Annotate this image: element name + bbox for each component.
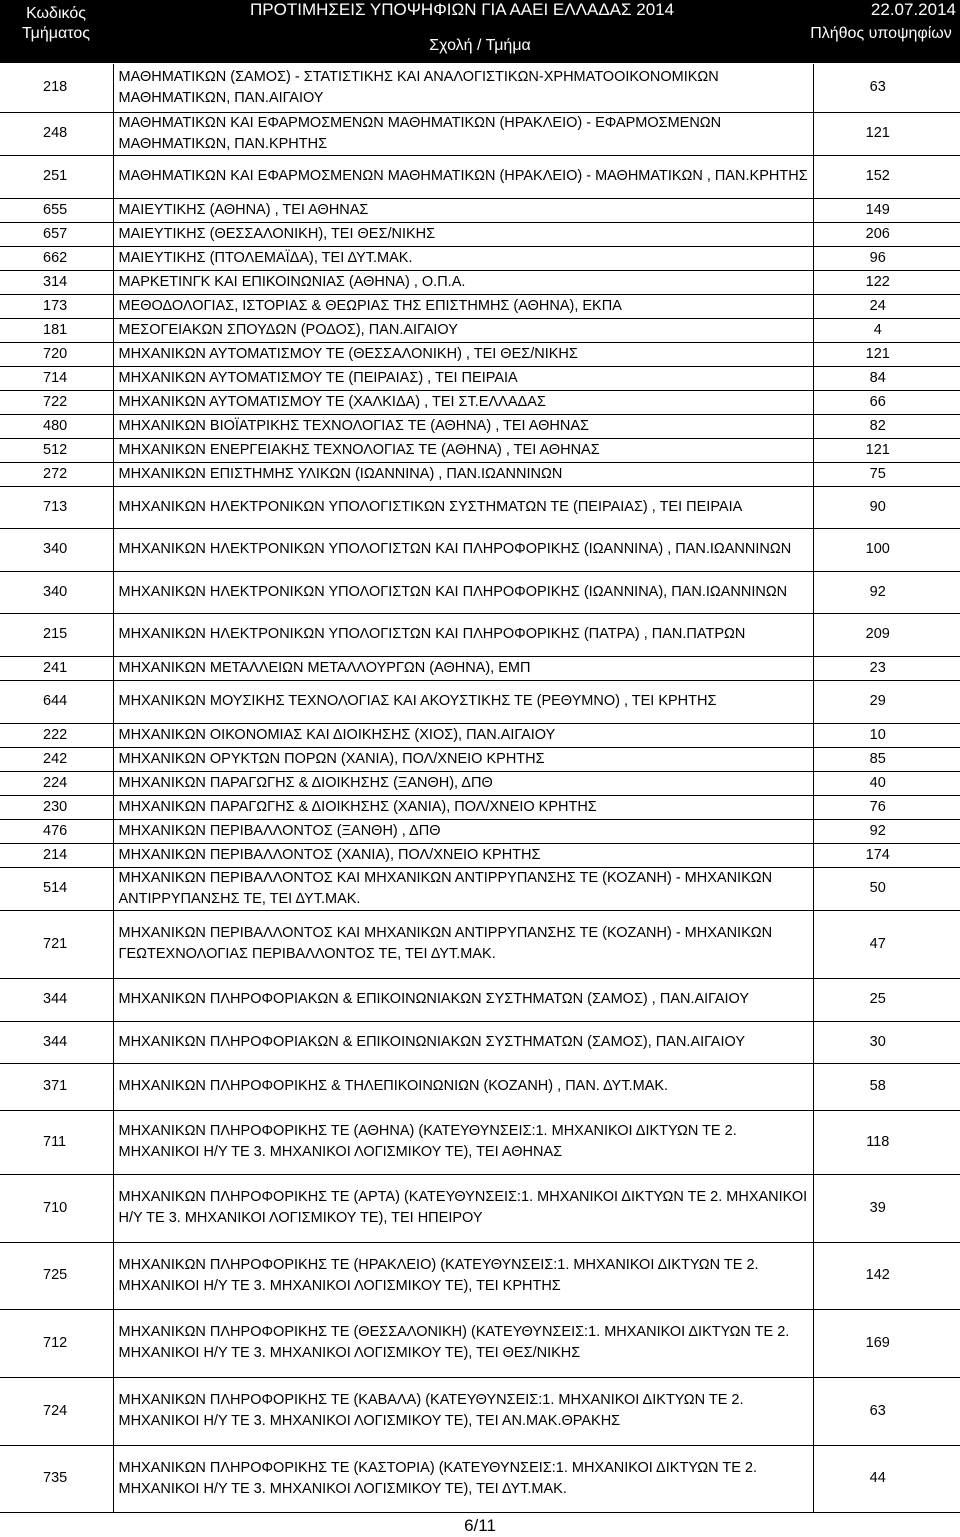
row-count: 50 (813, 867, 960, 910)
table-row (0, 366, 960, 390)
row-count: 174 (813, 843, 960, 867)
row-department: ΜΗΧΑΝΙΚΩΝ ΑΥΤΟΜΑΤΙΣΜΟΥ ΤΕ (ΠΕΙΡΑΙΑΣ) , ΤΕΙ ΠΕΙΡΑΙΑ (113, 366, 813, 390)
row-code: 712 (0, 1309, 113, 1377)
row-department: ΜΗΧΑΝΙΚΩΝ ΠΕΡΙΒΑΛΛΟΝΤΟΣ ΚΑΙ ΜΗΧΑΝΙΚΩΝ ΑΝΤΙΡΡΥΠΑΝΣΗΣ ΤΕ (ΚΟΖΑΝΗ) - ΜΗΧΑΝΙΚΩΝ ΑΝΤΙΡΡΥΠΑΝΣΗΣ ΤΕ, ΤΕΙ ΔΥΤ.ΜΑΚ. (113, 867, 813, 910)
row-department: ΜΑΘΗΜΑΤΙΚΩΝ ΚΑΙ ΕΦΑΡΜΟΣΜΕΝΩΝ ΜΑΘΗΜΑΤΙΚΩΝ (ΗΡΑΚΛΕΙΟ) - ΕΦΑΡΜΟΣΜΕΝΩΝ ΜΑΘΗΜΑΤΙΚΩΝ, ΠΑΝ.ΚΡΗΤΗΣ (113, 112, 813, 155)
row-department: ΜΗΧΑΝΙΚΩΝ ΗΛΕΚΤΡΟΝΙΚΩΝ ΥΠΟΛΟΓΙΣΤΩΝ ΚΑΙ ΠΛΗΡΟΦΟΡΙΚΗΣ (ΠΑΤΡΑ) , ΠΑΝ.ΠΑΤΡΩΝ (113, 613, 813, 656)
row-department: ΜΗΧΑΝΙΚΩΝ ΠΛΗΡΟΦΟΡΙΚΗΣ ΤΕ (ΚΑΣΤΟΡΙΑ) (ΚΑΤΕΥΘΥΝΣΕΙΣ:1. ΜΗΧΑΝΙΚΟΙ ΔΙΚΤΥΩΝ ΤΕ 2. ΜΗΧΑΝΙΚΟΙ Η/Υ ΤΕ 3. ΜΗΧΑΝΙΚΟΙ ΛΟΓΙΣΜΙΚΟΥ ΤΕ), ΤΕΙ ΔΥΤ.ΜΑΚ. (113, 1445, 813, 1512)
row-code: 721 (0, 910, 113, 978)
row-code: 655 (0, 198, 113, 222)
row-department: ΜΗΧΑΝΙΚΩΝ ΠΛΗΡΟΦΟΡΙΚΗΣ & ΤΗΛΕΠΙΚΟΙΝΩΝΙΩΝ (ΚΟΖΑΝΗ) , ΠΑΝ. ΔΥΤ.ΜΑΚ. (113, 1063, 813, 1110)
row-code: 710 (0, 1174, 113, 1242)
row-count: 10 (813, 723, 960, 747)
table-row (0, 910, 960, 978)
row-code: 242 (0, 747, 113, 771)
table-row (0, 198, 960, 222)
row-code: 314 (0, 270, 113, 294)
row-count: 44 (813, 1445, 960, 1512)
table-row (0, 723, 960, 747)
row-department: ΜΕΘΟΔΟΛΟΓΙΑΣ, ΙΣΤΟΡΙΑΣ & ΘΕΩΡΙΑΣ ΤΗΣ ΕΠΙΣΤΗΜΗΣ (ΑΘΗΝΑ), ΕΚΠΑ (113, 294, 813, 318)
preferences-table (0, 64, 960, 1513)
table-row (0, 795, 960, 819)
row-department: ΜΗΧΑΝΙΚΩΝ ΠΛΗΡΟΦΟΡΙΚΗΣ ΤΕ (ΑΘΗΝΑ) (ΚΑΤΕΥΘΥΝΣΕΙΣ:1. ΜΗΧΑΝΙΚΟΙ ΔΙΚΤΥΩΝ ΤΕ 2. ΜΗΧΑΝΙΚΟΙ Η/Υ ΤΕ 3. ΜΗΧΑΝΙΚΟΙ ΛΟΓΙΣΜΙΚΟΥ ΤΕ), ΤΕΙ ΑΘΗΝΑΣ (113, 1110, 813, 1174)
row-code: 340 (0, 571, 113, 613)
row-count: 30 (813, 1021, 960, 1063)
table-row (0, 318, 960, 342)
row-code: 230 (0, 795, 113, 819)
row-count: 92 (813, 819, 960, 843)
row-code: 722 (0, 390, 113, 414)
row-department: ΜΗΧΑΝΙΚΩΝ ΠΛΗΡΟΦΟΡΙΚΗΣ ΤΕ (ΑΡΤΑ) (ΚΑΤΕΥΘΥΝΣΕΙΣ:1. ΜΗΧΑΝΙΚΟΙ ΔΙΚΤΥΩΝ ΤΕ 2. ΜΗΧΑΝΙΚΟΙ Η/Υ ΤΕ 3. ΜΗΧΑΝΙΚΟΙ ΛΟΓΙΣΜΙΚΟΥ ΤΕ), ΤΕΙ ΗΠΕΙΡΟΥ (113, 1174, 813, 1242)
row-department: ΜΑΙΕΥΤΙΚΗΣ (ΠΤΟΛΕΜΑΪΔΑ), ΤΕΙ ΔΥΤ.ΜΑΚ. (113, 246, 813, 270)
row-code: 214 (0, 843, 113, 867)
table-row (0, 112, 960, 155)
row-count: 142 (813, 1242, 960, 1309)
table-row (0, 843, 960, 867)
table-row (0, 1445, 960, 1512)
table-row (0, 571, 960, 613)
row-count: 63 (813, 64, 960, 112)
row-count: 24 (813, 294, 960, 318)
table-row (0, 1309, 960, 1377)
row-count: 149 (813, 198, 960, 222)
row-count: 58 (813, 1063, 960, 1110)
row-code: 720 (0, 342, 113, 366)
row-department: ΜΗΧΑΝΙΚΩΝ ΗΛΕΚΤΡΟΝΙΚΩΝ ΥΠΟΛΟΓΙΣΤΩΝ ΚΑΙ ΠΛΗΡΟΦΟΡΙΚΗΣ (ΙΩΑΝΝΙΝΑ) , ΠΑΝ.ΙΩΑΝΝΙΝΩΝ (113, 528, 813, 571)
table-header (0, 0, 960, 63)
row-department: ΜΗΧΑΝΙΚΩΝ ΠΛΗΡΟΦΟΡΙΚΗΣ ΤΕ (ΘΕΣΣΑΛΟΝΙΚΗ) (ΚΑΤΕΥΘΥΝΣΕΙΣ:1. ΜΗΧΑΝΙΚΟΙ ΔΙΚΤΥΩΝ ΤΕ 2. ΜΗΧΑΝΙΚΟΙ Η/Υ ΤΕ 3. ΜΗΧΑΝΙΚΟΙ ΛΟΓΙΣΜΙΚΟΥ ΤΕ), ΤΕΙ ΘΕΣ/ΝΙΚΗΣ (113, 1309, 813, 1377)
row-department: ΜΑΙΕΥΤΙΚΗΣ (ΑΘΗΝΑ) , ΤΕΙ ΑΘΗΝΑΣ (113, 198, 813, 222)
row-code: 514 (0, 867, 113, 910)
table-row (0, 246, 960, 270)
row-department: ΜΗΧΑΝΙΚΩΝ ΠΕΡΙΒΑΛΛΟΝΤΟΣ (ΧΑΝΙΑ), ΠΟΛ/ΧΝΕΙΟ ΚΡΗΤΗΣ (113, 843, 813, 867)
table-row (0, 342, 960, 366)
row-department: ΜΗΧΑΝΙΚΩΝ ΒΙΟΪΑΤΡΙΚΗΣ ΤΕΧΝΟΛΟΓΙΑΣ ΤΕ (ΑΘΗΝΑ) , ΤΕΙ ΑΘΗΝΑΣ (113, 414, 813, 438)
table-row (0, 978, 960, 1021)
row-department: ΜΗΧΑΝΙΚΩΝ ΑΥΤΟΜΑΤΙΣΜΟΥ ΤΕ (ΧΑΛΚΙΔΑ) , ΤΕΙ ΣΤ.ΕΛΛΑΔΑΣ (113, 390, 813, 414)
table-row (0, 1021, 960, 1063)
row-code: 222 (0, 723, 113, 747)
row-code: 644 (0, 680, 113, 723)
row-code: 248 (0, 112, 113, 155)
table-row (0, 528, 960, 571)
row-code: 224 (0, 771, 113, 795)
row-count: 40 (813, 771, 960, 795)
table-row (0, 1242, 960, 1309)
row-count: 209 (813, 613, 960, 656)
table-row (0, 294, 960, 318)
row-code: 173 (0, 294, 113, 318)
row-department: ΜΗΧΑΝΙΚΩΝ ΠΛΗΡΟΦΟΡΙΚΗΣ ΤΕ (ΚΑΒΑΛΑ) (ΚΑΤΕΥΘΥΝΣΕΙΣ:1. ΜΗΧΑΝΙΚΟΙ ΔΙΚΤΥΩΝ ΤΕ 2. ΜΗΧΑΝΙΚΟΙ Η/Υ ΤΕ 3. ΜΗΧΑΝΙΚΟΙ ΛΟΓΙΣΜΙΚΟΥ ΤΕ), ΤΕΙ ΑΝ.ΜΑΚ.ΘΡΑΚΗΣ (113, 1377, 813, 1445)
row-code: 512 (0, 438, 113, 462)
count-column-header: Πλήθος υποψηφίων (810, 25, 952, 42)
row-count: 66 (813, 390, 960, 414)
page-number: 6/11 (464, 1516, 496, 1535)
row-department: ΜΗΧΑΝΙΚΩΝ ΑΥΤΟΜΑΤΙΣΜΟΥ ΤΕ (ΘΕΣΣΑΛΟΝΙΚΗ) , ΤΕΙ ΘΕΣ/ΝΙΚΗΣ (113, 342, 813, 366)
row-count: 76 (813, 795, 960, 819)
document-title: ΠΡΟΤΙΜΗΣΕΙΣ ΥΠΟΨΗΦΙΩΝ ΓΙΑ ΑΑΕΙ ΕΛΛΑΔΑΣ 2014 (250, 0, 675, 19)
row-count: 96 (813, 246, 960, 270)
row-code: 714 (0, 366, 113, 390)
table-row (0, 771, 960, 795)
table-row (0, 438, 960, 462)
row-department: ΜΑΡΚΕΤΙΝΓΚ ΚΑΙ ΕΠΙΚΟΙΝΩΝΙΑΣ (ΑΘΗΝΑ) , Ο.Π.Α. (113, 270, 813, 294)
row-count: 121 (813, 112, 960, 155)
table-row (0, 613, 960, 656)
table-row (0, 155, 960, 198)
row-department: ΜΗΧΑΝΙΚΩΝ ΟΡΥΚΤΩΝ ΠΟΡΩΝ (ΧΑΝΙΑ), ΠΟΛ/ΧΝΕΙΟ ΚΡΗΤΗΣ (113, 747, 813, 771)
row-count: 47 (813, 910, 960, 978)
row-department: ΜΗΧΑΝΙΚΩΝ ΠΑΡΑΓΩΓΗΣ & ΔΙΟΙΚΗΣΗΣ (ΧΑΝΙΑ), ΠΟΛ/ΧΝΕΙΟ ΚΡΗΤΗΣ (113, 795, 813, 819)
row-department: ΜΗΧΑΝΙΚΩΝ ΠΛΗΡΟΦΟΡΙΑΚΩΝ & ΕΠΙΚΟΙΝΩΝΙΑΚΩΝ ΣΥΣΤΗΜΑΤΩΝ (ΣΑΜΟΣ) , ΠΑΝ.ΑΙΓΑΙΟΥ (113, 978, 813, 1021)
row-department: ΜΗΧΑΝΙΚΩΝ ΕΠΙΣΤΗΜΗΣ ΥΛΙΚΩΝ (ΙΩΑΝΝΙΝΑ) , ΠΑΝ.ΙΩΑΝΝΙΝΩΝ (113, 462, 813, 486)
row-code: 724 (0, 1377, 113, 1445)
row-department: ΜΗΧΑΝΙΚΩΝ ΜΟΥΣΙΚΗΣ ΤΕΧΝΟΛΟΓΙΑΣ ΚΑΙ ΑΚΟΥΣΤΙΚΗΣ ΤΕ (ΡΕΘΥΜΝΟ) , ΤΕΙ ΚΡΗΤΗΣ (113, 680, 813, 723)
row-department: ΜΗΧΑΝΙΚΩΝ ΠΛΗΡΟΦΟΡΙΚΗΣ ΤΕ (ΗΡΑΚΛΕΙΟ) (ΚΑΤΕΥΘΥΝΣΕΙΣ:1. ΜΗΧΑΝΙΚΟΙ ΔΙΚΤΥΩΝ ΤΕ 2. ΜΗΧΑΝΙΚΟΙ Η/Υ ΤΕ 3. ΜΗΧΑΝΙΚΟΙ ΛΟΓΙΣΜΙΚΟΥ ΤΕ), ΤΕΙ ΚΡΗΤΗΣ (113, 1242, 813, 1309)
table-row (0, 747, 960, 771)
row-code: 340 (0, 528, 113, 571)
table-row (0, 222, 960, 246)
row-count: 152 (813, 155, 960, 198)
row-count: 23 (813, 656, 960, 680)
row-code: 711 (0, 1110, 113, 1174)
row-department: ΜΗΧΑΝΙΚΩΝ ΟΙΚΟΝΟΜΙΑΣ ΚΑΙ ΔΙΟΙΚΗΣΗΣ (ΧΙΟΣ), ΠΑΝ.ΑΙΓΑΙΟΥ (113, 723, 813, 747)
table-row (0, 1110, 960, 1174)
code-column-header: Κωδικός Τμήματος (22, 5, 90, 42)
row-department: ΜΑΙΕΥΤΙΚΗΣ (ΘΕΣΣΑΛΟΝΙΚΗ), ΤΕΙ ΘΕΣ/ΝΙΚΗΣ (113, 222, 813, 246)
row-department: ΜΗΧΑΝΙΚΩΝ ΗΛΕΚΤΡΟΝΙΚΩΝ ΥΠΟΛΟΓΙΣΤΩΝ ΚΑΙ ΠΛΗΡΟΦΟΡΙΚΗΣ (ΙΩΑΝΝΙΝΑ), ΠΑΝ.ΙΩΑΝΝΙΝΩΝ (113, 571, 813, 613)
row-count: 100 (813, 528, 960, 571)
row-department: ΜΗΧΑΝΙΚΩΝ ΜΕΤΑΛΛΕΙΩΝ ΜΕΤΑΛΛΟΥΡΓΩΝ (ΑΘΗΝΑ), ΕΜΠ (113, 656, 813, 680)
row-count: 169 (813, 1309, 960, 1377)
row-count: 92 (813, 571, 960, 613)
row-department: ΜΗΧΑΝΙΚΩΝ ΠΕΡΙΒΑΛΛΟΝΤΟΣ ΚΑΙ ΜΗΧΑΝΙΚΩΝ ΑΝΤΙΡΡΥΠΑΝΣΗΣ ΤΕ (ΚΟΖΑΝΗ) - ΜΗΧΑΝΙΚΩΝ ΓΕΩΤΕΧΝΟΛΟΓΙΑΣ ΠΕΡΙΒΑΛΛΟΝΤΟΣ ΤΕ, ΤΕΙ ΔΥΤ.ΜΑΚ. (113, 910, 813, 978)
row-code: 476 (0, 819, 113, 843)
table-row (0, 656, 960, 680)
row-code: 662 (0, 246, 113, 270)
row-count: 63 (813, 1377, 960, 1445)
row-department: ΜΑΘΗΜΑΤΙΚΩΝ ΚΑΙ ΕΦΑΡΜΟΣΜΕΝΩΝ ΜΑΘΗΜΑΤΙΚΩΝ (ΗΡΑΚΛΕΙΟ) - ΜΑΘΗΜΑΤΙΚΩΝ , ΠΑΝ.ΚΡΗΤΗΣ (113, 155, 813, 198)
row-code: 272 (0, 462, 113, 486)
row-code: 251 (0, 155, 113, 198)
document-date: 22.07.2014 (870, 0, 956, 19)
row-count: 85 (813, 747, 960, 771)
row-count: 121 (813, 438, 960, 462)
table-row (0, 64, 960, 112)
row-count: 29 (813, 680, 960, 723)
row-count: 4 (813, 318, 960, 342)
row-code: 657 (0, 222, 113, 246)
table-row (0, 462, 960, 486)
row-department: ΜΗΧΑΝΙΚΩΝ ΕΝΕΡΓΕΙΑΚΗΣ ΤΕΧΝΟΛΟΓΙΑΣ ΤΕ (ΑΘΗΝΑ) , ΤΕΙ ΑΘΗΝΑΣ (113, 438, 813, 462)
table-row (0, 1377, 960, 1445)
row-department: ΜΗΧΑΝΙΚΩΝ ΗΛΕΚΤΡΟΝΙΚΩΝ ΥΠΟΛΟΓΙΣΤΙΚΩΝ ΣΥΣΤΗΜΑΤΩΝ ΤΕ (ΠΕΙΡΑΙΑΣ) , ΤΕΙ ΠΕΙΡΑΙΑ (113, 486, 813, 528)
row-count: 90 (813, 486, 960, 528)
row-count: 82 (813, 414, 960, 438)
row-code: 215 (0, 613, 113, 656)
table-row (0, 1174, 960, 1242)
table-row (0, 270, 960, 294)
table-row (0, 486, 960, 528)
row-department: ΜΑΘΗΜΑΤΙΚΩΝ (ΣΑΜΟΣ) - ΣΤΑΤΙΣΤΙΚΗΣ ΚΑΙ ΑΝΑΛΟΓΙΣΤΙΚΩΝ-ΧΡΗΜΑΤΟΟΙΚΟΝΟΜΙΚΩΝ ΜΑΘΗΜΑΤΙΚΩΝ, ΠΑΝ.ΑΙΓΑΙΟΥ (113, 64, 813, 112)
row-code: 344 (0, 978, 113, 1021)
row-department: ΜΕΣΟΓΕΙΑΚΩΝ ΣΠΟΥΔΩΝ (ΡΟΔΟΣ), ΠΑΝ.ΑΙΓΑΙΟΥ (113, 318, 813, 342)
table-row (0, 867, 960, 910)
row-department: ΜΗΧΑΝΙΚΩΝ ΠΛΗΡΟΦΟΡΙΑΚΩΝ & ΕΠΙΚΟΙΝΩΝΙΑΚΩΝ ΣΥΣΤΗΜΑΤΩΝ (ΣΑΜΟΣ), ΠΑΝ.ΑΙΓΑΙΟΥ (113, 1021, 813, 1063)
row-code: 218 (0, 64, 113, 112)
row-count: 122 (813, 270, 960, 294)
row-code: 371 (0, 1063, 113, 1110)
row-code: 181 (0, 318, 113, 342)
row-count: 75 (813, 462, 960, 486)
row-count: 39 (813, 1174, 960, 1242)
row-count: 206 (813, 222, 960, 246)
table-row (0, 1063, 960, 1110)
row-department: ΜΗΧΑΝΙΚΩΝ ΠΕΡΙΒΑΛΛΟΝΤΟΣ (ΞΑΝΘΗ) , ΔΠΘ (113, 819, 813, 843)
table-row (0, 680, 960, 723)
row-count: 25 (813, 978, 960, 1021)
row-count: 84 (813, 366, 960, 390)
table-row (0, 414, 960, 438)
row-code: 735 (0, 1445, 113, 1512)
row-code: 344 (0, 1021, 113, 1063)
row-code: 725 (0, 1242, 113, 1309)
row-code: 480 (0, 414, 113, 438)
department-column-header: Σχολή / Τμήμα (429, 37, 531, 54)
table-row (0, 390, 960, 414)
table-row (0, 819, 960, 843)
row-count: 121 (813, 342, 960, 366)
row-department: ΜΗΧΑΝΙΚΩΝ ΠΑΡΑΓΩΓΗΣ & ΔΙΟΙΚΗΣΗΣ (ΞΑΝΘΗ), ΔΠΘ (113, 771, 813, 795)
row-count: 118 (813, 1110, 960, 1174)
row-code: 241 (0, 656, 113, 680)
row-code: 713 (0, 486, 113, 528)
